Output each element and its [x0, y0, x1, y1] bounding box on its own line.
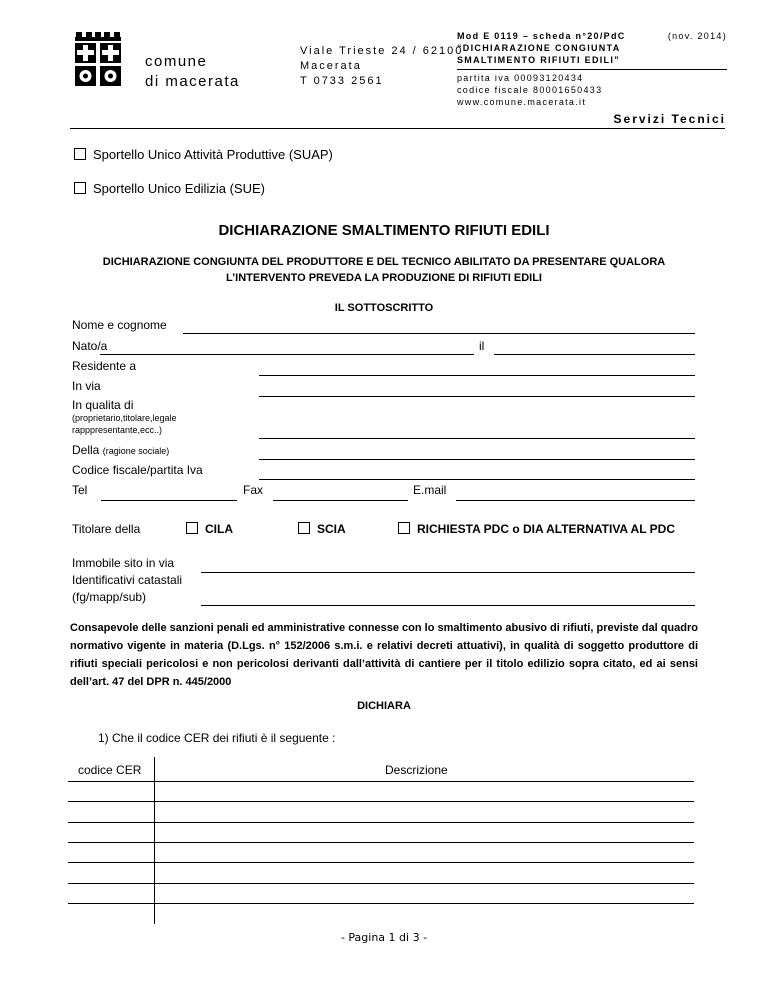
option-cila-label: CILA: [205, 522, 233, 536]
option-scia[interactable]: [298, 522, 346, 536]
field-immobile[interactable]: [201, 572, 695, 573]
field-nato[interactable]: [100, 354, 474, 355]
label-fax: Fax: [243, 483, 264, 497]
label-titolare: Titolare della: [72, 522, 141, 536]
org-line-2: di macerata: [145, 73, 240, 90]
label-fgmapp: (fg/mapp/sub): [72, 590, 147, 604]
option-suap-label: Sportello Unico Attività Produttive (SUAP): [93, 147, 333, 162]
module-title-1: “DICHIARAZIONE CONGIUNTA: [457, 43, 621, 53]
section-heading-sottoscritto: IL SOTTOSCRITTO: [334, 302, 434, 314]
note-qualita-1: (proprietario,titolare,legale: [72, 413, 177, 423]
checkbox-icon[interactable]: [74, 148, 86, 160]
table-row[interactable]: [68, 903, 694, 904]
note-qualita-2: rapppresentante,ecc..): [72, 425, 163, 435]
table-row[interactable]: [68, 781, 694, 782]
org-line-1: comune: [145, 53, 208, 70]
field-codice[interactable]: [259, 479, 695, 480]
module-title-2: SMALTIMENTO RIFIUTI EDILI”: [457, 55, 620, 65]
option-pdc-label: RICHIESTA PDC o DIA ALTERNATIVA AL PDC: [417, 522, 675, 536]
checkbox-icon[interactable]: [398, 522, 410, 534]
organization-name: [145, 52, 240, 92]
vat-number: partita iva 00093120434: [457, 73, 584, 83]
option-cila[interactable]: [186, 522, 233, 536]
address-line-1: Viale Trieste 24 / 62100: [300, 45, 464, 57]
table-row[interactable]: [68, 842, 694, 843]
field-della[interactable]: [259, 459, 695, 460]
label-nome: Nome e cognome: [72, 318, 167, 332]
label-qualita: In qualita di: [72, 398, 134, 412]
label-immobile: Immobile sito in via: [72, 556, 175, 570]
tax-code: codice fiscale 80001650433: [457, 85, 603, 95]
option-pdc[interactable]: [398, 522, 675, 536]
table-header-codice-cer: codice CER: [78, 763, 142, 777]
table-row[interactable]: [68, 862, 694, 863]
label-via: In via: [72, 379, 101, 393]
address-block: [300, 44, 463, 89]
field-nome[interactable]: [183, 333, 695, 334]
item-1: 1) Che il codice CER dei rifiuti è il seguente :: [98, 731, 336, 745]
subtitle-line-1: DICHIARAZIONE CONGIUNTA DEL PRODUTTORE E DEL TECNICO ABILITATO DA PRESENTARE QUALORA: [102, 256, 666, 268]
field-identificativi[interactable]: [201, 605, 695, 606]
module-date: (nov. 2014): [667, 31, 727, 41]
module-divider: [457, 69, 727, 70]
checkbox-icon[interactable]: [186, 522, 198, 534]
table-row[interactable]: [68, 883, 694, 884]
table-row[interactable]: [68, 822, 694, 823]
document-subtitle: [70, 254, 698, 286]
option-suap[interactable]: [74, 147, 333, 162]
note-della: (ragione sociale): [102, 446, 170, 456]
field-data-nascita[interactable]: [494, 354, 695, 355]
table-row[interactable]: [68, 801, 694, 802]
label-nato: Nato/a: [72, 339, 108, 353]
coat-of-arms-logo: [73, 32, 123, 88]
option-sue[interactable]: [74, 181, 265, 196]
label-codice: Codice fiscale/partita Iva: [72, 463, 203, 477]
label-della: [72, 443, 169, 457]
option-scia-label: SCIA: [317, 522, 346, 536]
page-number: - Pagina 1 di 3 -: [340, 931, 428, 944]
option-sue-label: Sportello Unico Edilizia (SUE): [93, 181, 265, 196]
table-header-descrizione: Descrizione: [385, 763, 448, 777]
field-tel[interactable]: [101, 500, 237, 501]
label-il: il: [479, 339, 485, 353]
label-email: E.mail: [413, 483, 447, 497]
field-qualita[interactable]: [259, 438, 695, 439]
website: www.comune.macerata.it: [457, 97, 587, 107]
subtitle-line-2: L’INTERVENTO PREVEDA LA PRODUZIONE DI RIFIUTI EDILI: [226, 272, 542, 284]
section-heading-dichiara: DICHIARA: [357, 700, 411, 712]
field-via[interactable]: [259, 396, 695, 397]
label-identificativi: Identificativi catastali: [72, 573, 183, 587]
field-email[interactable]: [456, 500, 695, 501]
table-column-divider: [154, 757, 155, 924]
checkbox-icon[interactable]: [298, 522, 310, 534]
label-tel: Tel: [72, 483, 88, 497]
document-title: DICHIARAZIONE SMALTIMENTO RIFIUTI EDILI: [218, 222, 550, 239]
field-fax[interactable]: [273, 500, 408, 501]
module-code: Mod E 0119 – scheda n°20/PdC: [457, 31, 626, 41]
service-name: Servizi Tecnici: [613, 112, 726, 126]
address-line-2: Macerata: [300, 60, 362, 72]
module-info: [457, 30, 727, 108]
header-divider: [70, 128, 725, 129]
declaration-paragraph: Consapevole delle sanzioni penali ed amministrative connesse con lo smaltimento abusivo di rifiuti, previste dal quadro normativo vigente in materia (D.Lgs. n° 152/2006 s.m.i. e relativi decreti attuativi), in qualità di soggetto produttore di rifiuti speciali pericolosi e non pericolosi derivanti dall’attività di cantiere per il titolo edilizio sopra citato, ed ai sensi dell’art. 47 del DPR n. 445/2000: [70, 622, 698, 688]
label-residente: Residente a: [72, 359, 137, 373]
address-line-3: T 0733 2561: [300, 75, 384, 87]
field-residente[interactable]: [259, 375, 695, 376]
label-della-text: Della: [72, 443, 100, 457]
checkbox-icon[interactable]: [74, 182, 86, 194]
